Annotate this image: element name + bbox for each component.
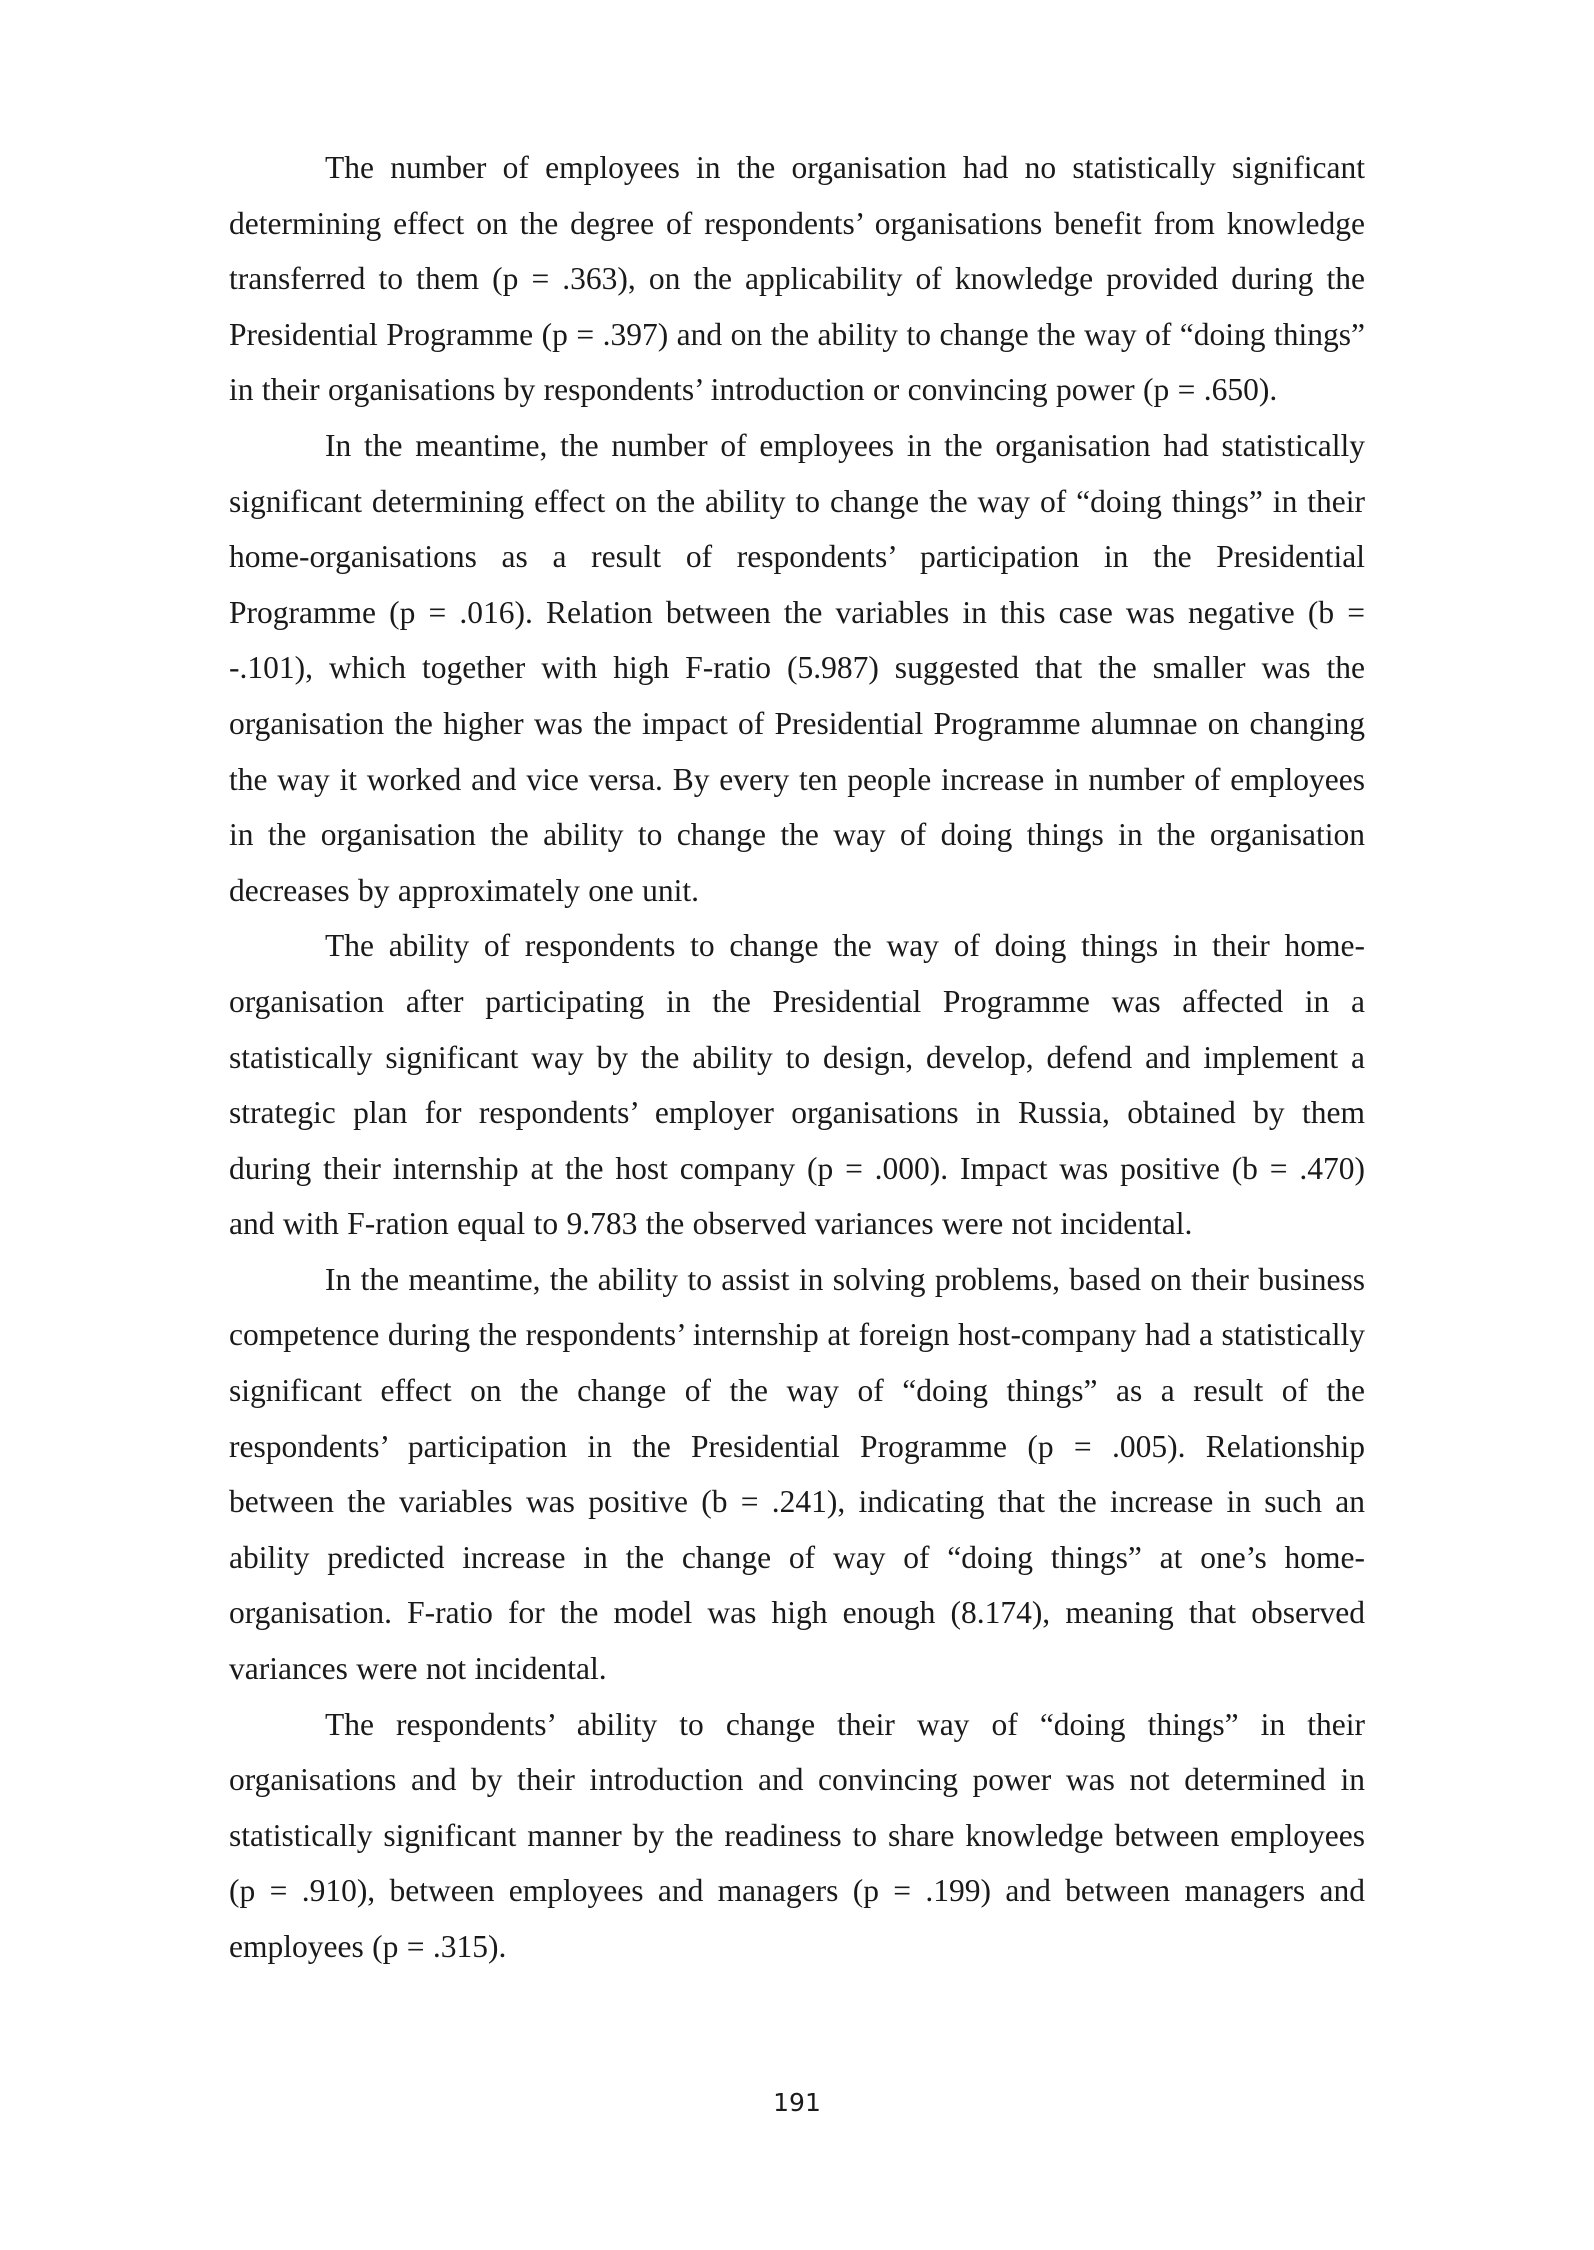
page-number: 191 xyxy=(773,2088,821,2117)
paragraph-3: The ability of respondents to change the way of doing things in their home-organisation after participating in the Presidential Programme was affected in a statistically significant way by the ability to design, develop, defend and implement a strategic plan for respondents’ employer organisations in Russia, obtained by them during their internship at the host company (p = .000). Impact was positive (b = .470) and with F-ration equal to 9.783 the observed variances were not incidental. xyxy=(229,928,1365,1242)
paragraph-1: The number of employees in the organisation had no statistically significant determining effect on the degree of respondents’ organisations benefit from knowledge transferred to them (p = .363), on the applicability of knowledge provided during the Presidential Programme (p = .397) and on the ability to change the way of “doing things” in their organisations by respondents’ introduction or convincing power (p = .650). xyxy=(229,150,1365,408)
paragraph-5: The respondents’ ability to change their way of “doing things” in their organisations and by their introduction and convincing power was not determined in statistically significant manner by the readiness to share knowledge between employees (p = .910), between employees and managers (p = .199) and between managers and employees (p = .315). xyxy=(229,1706,1365,1964)
paragraph-4: In the meantime, the ability to assist in solving problems, based on their business competence during the respondents’ internship at foreign host-company had a statistically significant effect on the change of the way of “doing things” as a result of the respondents’ participation in the Presidential Programme (p = .005). Relationship between the variables was positive (b = .241), indicating that the increase in such an ability predicted increase in the change of way of “doing things” at one’s home-organisation. F-ratio for the model was high enough (8.174), meaning that observed variances were not incidental. xyxy=(229,1261,1365,1687)
body-text xyxy=(229,140,1365,1975)
paragraph-2: In the meantime, the number of employees in the organisation had statistically significant determining effect on the ability to change the way of “doing things” in their home-organisations as a result of respondents’ participation in the Presidential Programme (p = .016). Relation between the variables in this case was negative (b = -.101), which together with high F-ratio (5.987) suggested that the smaller was the organisation the higher was the impact of Presidential Programme alumnae on changing the way it worked and vice versa. By every ten people increase in number of employees in the organisation the ability to change the way of doing things in the organisation decreases by approximately one unit. xyxy=(229,427,1365,908)
